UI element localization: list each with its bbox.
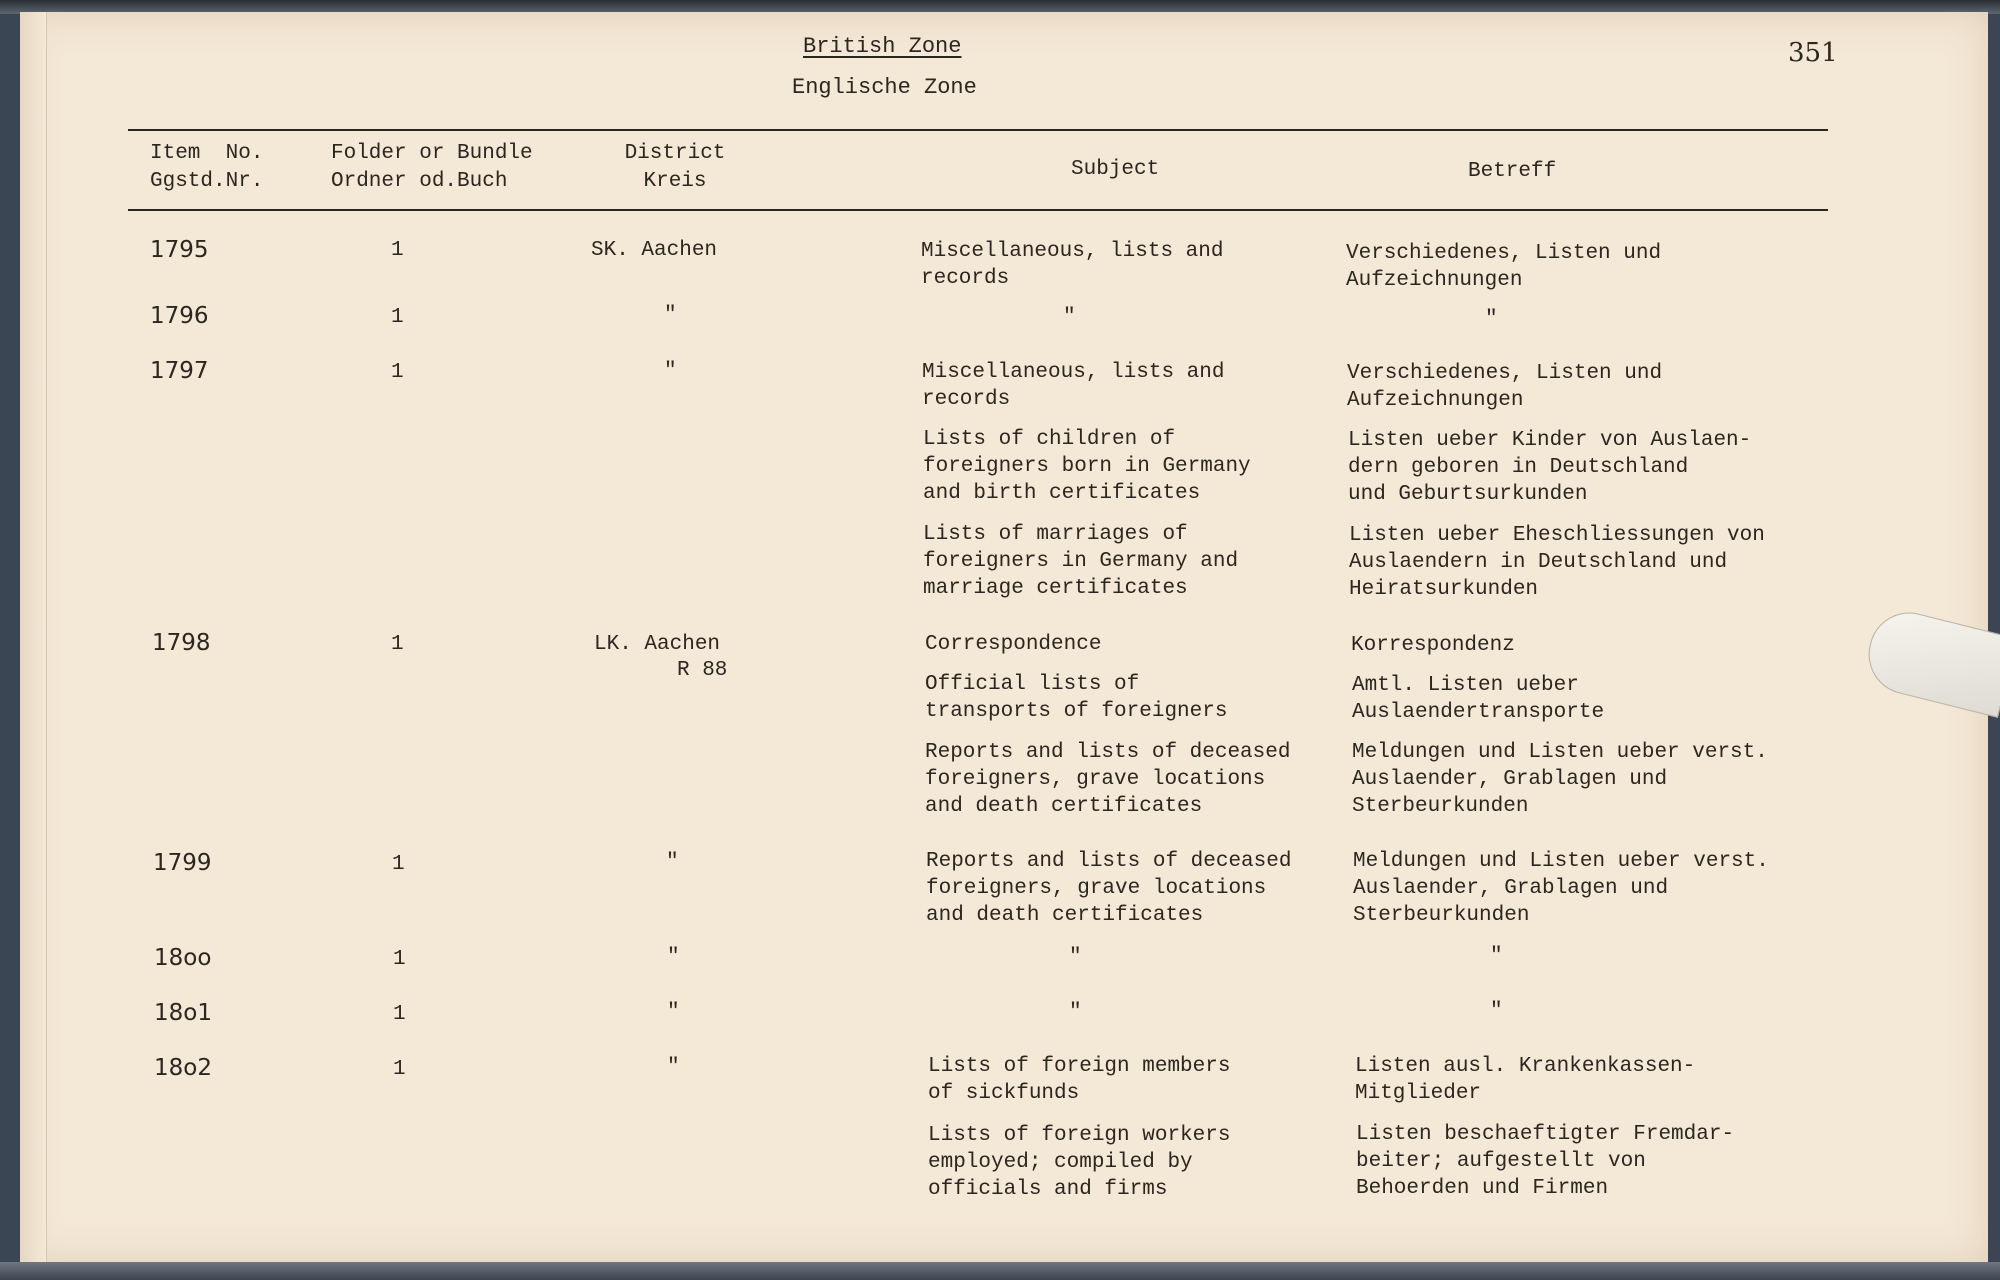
row-1795-betreff: Verschiedenes, Listen und Aufzeichnungen [1346,242,1662,292]
row-1801-folder: 1 [393,1003,406,1026]
row-1796-item: 1796 [150,303,209,329]
row-1801-betreff: " [1490,1000,1503,1023]
row-1796-subject: " [1063,306,1076,329]
row-1795-item: 1795 [150,237,209,263]
binding-spine [20,12,47,1264]
row-1796-folder: 1 [391,306,404,329]
row-1797-folder: 1 [391,361,404,384]
column-header-item-de: Ggstd.Nr. [150,170,264,193]
row-1799-item: 1799 [153,850,212,876]
row-1800-district: " [667,946,680,969]
row-1795-district: SK. Aachen [591,239,718,262]
row-1801-subject: " [1069,1001,1082,1024]
column-header-district-de: Kreis [643,170,707,193]
row-1798-subject-3: Reports and lists of deceased foreigners, grave locations and death certificates [925,741,1291,818]
row-1797-district: " [664,360,677,383]
page-title: British Zone [803,34,962,59]
row-1802-betreff-1: Listen ausl. Krankenkassen- Mitglieder [1355,1055,1696,1105]
row-1796-district: " [664,304,677,327]
row-1798-folder: 1 [391,633,404,656]
row-1795-folder: 1 [391,239,404,262]
row-1797-subject-1: Miscellaneous, lists and records [922,361,1225,411]
row-1796-betreff: " [1485,308,1498,331]
row-1798-subject-2: Official lists of transports of foreigners [925,673,1228,723]
row-1800-betreff: " [1490,945,1503,968]
row-1798-betreff-1: Korrespondenz [1351,634,1515,657]
column-header-district [610,140,740,196]
row-1798-betreff-3: Meldungen und Listen ueber verst. Auslaender, Grablagen und Sterbeurkunden [1352,741,1768,818]
row-1802-item: 18o2 [154,1055,212,1081]
row-1801-item: 18o1 [154,1000,212,1026]
row-1802-district: " [667,1056,680,1079]
row-1798-district-extra: R 88 [677,659,728,682]
row-1795-subject: Miscellaneous, lists and records [921,240,1224,290]
row-1797-item: 1797 [150,358,209,384]
row-1798-subject-1: Correspondence [925,633,1102,656]
column-header-item [150,140,263,196]
column-header-subject: Subject [1071,158,1160,181]
row-1800-subject: " [1069,946,1082,969]
row-1802-subject-2: Lists of foreign workers employed; compiled by officials and firms [928,1124,1231,1201]
row-1798-item: 1798 [152,630,211,656]
row-1799-subject: Reports and lists of deceased foreigners, grave locations and death certificates [926,850,1292,927]
column-header-district-en: District [624,142,726,165]
page-number: 351 [1788,38,1838,68]
row-1799-folder: 1 [392,853,405,876]
column-header-item-en: Item No. [150,142,264,165]
row-1797-betreff-2: Listen ueber Kinder von Auslaen- dern geboren in Deutschland und Geburtsurkunden [1348,429,1752,506]
paper-clip [1860,604,2000,718]
row-1801-district: " [667,1001,680,1024]
column-header-folder-de: Ordner od.Buch [331,170,508,193]
header-rule-top [128,129,1828,131]
row-1802-betreff-2: Listen beschaeftigter Fremdar- beiter; aufgestellt von Behoerden und Firmen [1356,1123,1735,1200]
header-rule-bottom [128,209,1828,211]
row-1799-district: " [666,851,679,874]
row-1797-betreff-1: Verschiedenes, Listen und Aufzeichnungen [1347,362,1663,412]
row-1800-folder: 1 [393,948,406,971]
row-1797-subject-3: Lists of marriages of foreigners in Germany and marriage certificates [923,523,1239,600]
row-1802-subject-1: Lists of foreign members of sickfunds [928,1055,1231,1105]
page-subtitle: Englische Zone [792,75,977,100]
column-header-betreff: Betreff [1468,160,1557,183]
row-1797-betreff-3: Listen ueber Eheschliessungen von Auslaendern in Deutschland und Heiratsurkunden [1349,524,1765,601]
row-1797-subject-2: Lists of children of foreigners born in Germany and birth certificates [923,428,1251,505]
row-1799-betreff: Meldungen und Listen ueber verst. Auslaender, Grablagen und Sterbeurkunden [1353,850,1769,927]
row-1802-folder: 1 [393,1058,406,1081]
row-1798-district: LK. Aachen [594,633,721,656]
row-1798-betreff-2: Amtl. Listen ueber Auslaendertransporte [1352,674,1605,724]
column-header-folder [331,140,533,196]
column-header-folder-en: Folder or Bundle [331,142,533,165]
scan-bottom-edge [0,1262,2000,1280]
row-1800-item: 18oo [154,945,212,971]
